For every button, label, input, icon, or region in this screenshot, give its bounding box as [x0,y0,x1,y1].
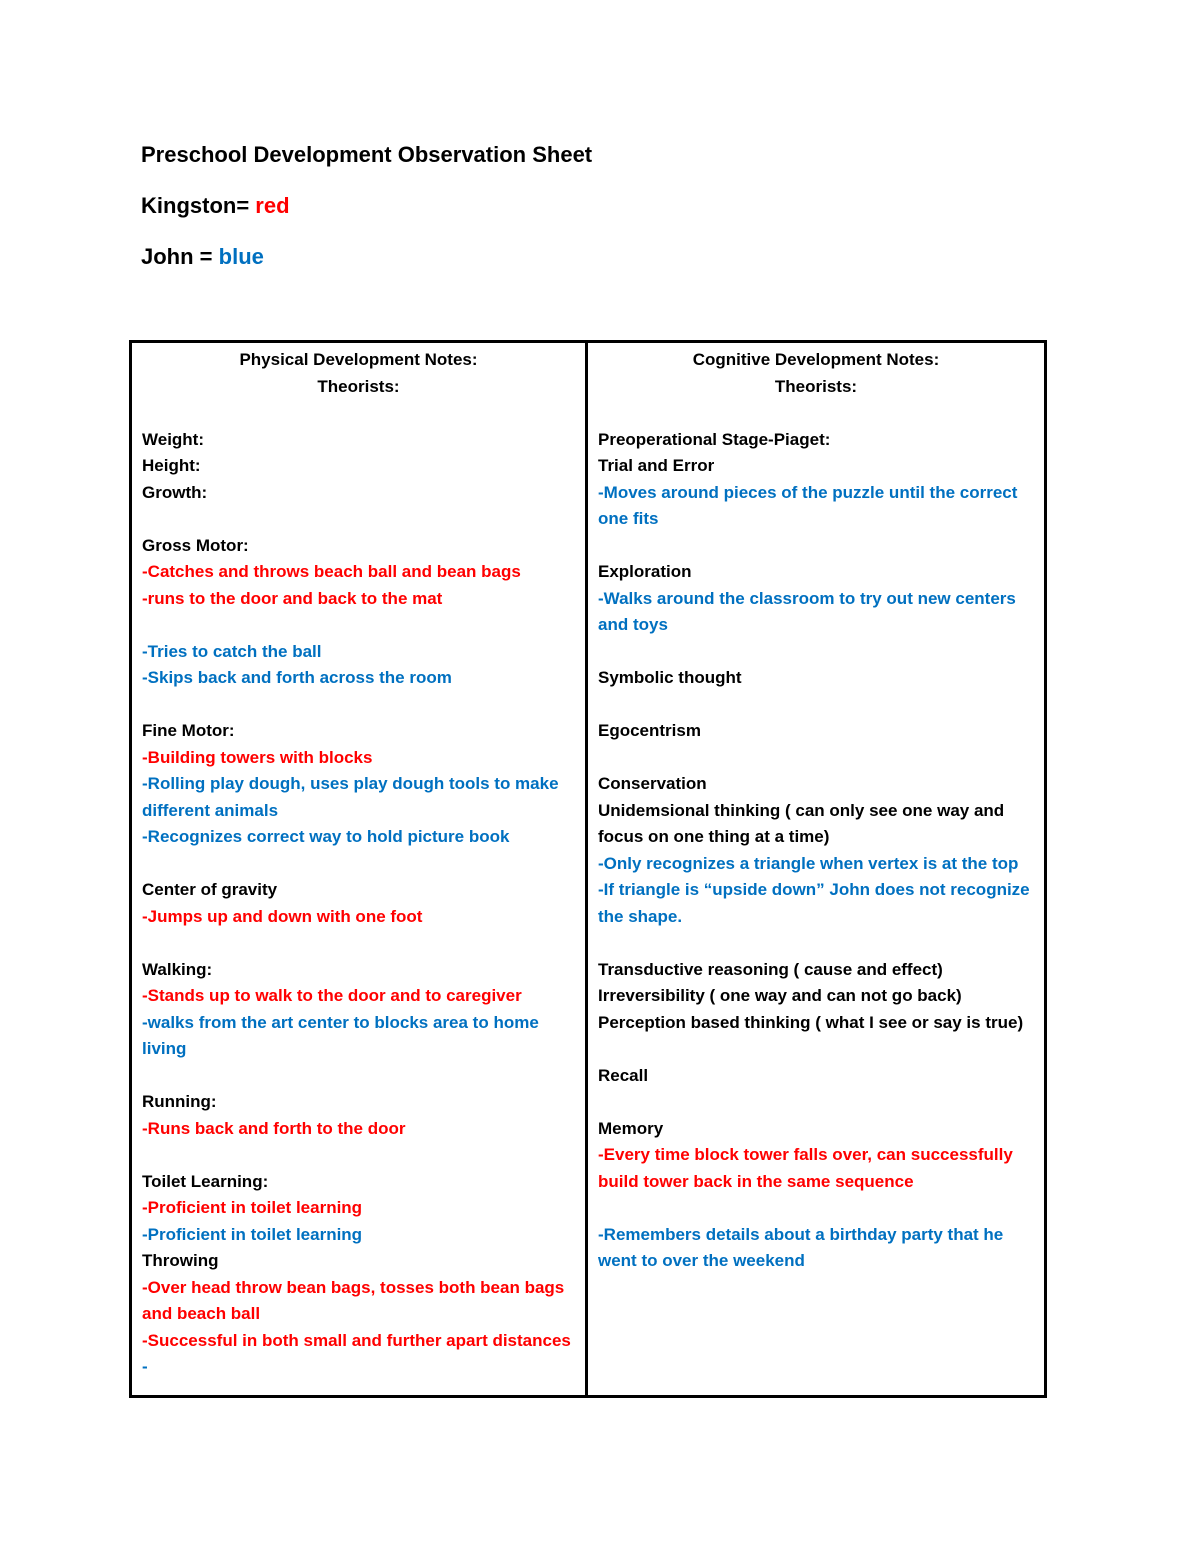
note-line: -Recognizes correct way to hold picture book [142,827,510,846]
note-line: Irreversibility ( one way and can not go back) [598,986,962,1005]
legend-kingston [141,193,592,219]
note-line: -Skips back and forth across the room [142,668,452,687]
note-line: -Catches and throws beach ball and bean bags [142,562,521,581]
note-line: Growth: [142,482,208,502]
spacer [142,1142,575,1169]
note-line: Trial and Error [598,456,715,475]
physical-development-column [132,343,588,1395]
note-line: Toilet Learning: [142,1171,269,1191]
spacer [598,639,1034,666]
spacer [598,1089,1034,1116]
note-line: -Over head throw bean bags, tosses both bean bags and beach ball [142,1277,569,1323]
note-line: -Stands up to walk to the door and to caregiver [142,986,522,1005]
spacer [142,400,575,427]
note-line: -runs to the door and back to the mat [142,588,443,608]
note-line: Symbolic thought [598,668,742,687]
note-line: - [142,1357,148,1376]
spacer [598,400,1034,427]
document-header [141,142,592,295]
note-line: Perception based thinking ( what I see or say is true) [598,1012,1024,1032]
spacer [142,1063,575,1090]
note-line: -Jumps up and down with one foot [142,906,423,926]
note-line: -If triangle is “upside down” John does not recognize the shape. [598,880,1035,926]
note-line: -Remembers details about a birthday party that he went to over the weekend [598,1224,1008,1270]
cognitive-notes [598,400,1034,1275]
note-line: Recall [598,1065,649,1085]
legend-john [141,244,592,270]
legend-kingston-color: red [255,193,290,218]
spacer [598,745,1034,772]
note-line: Memory [598,1118,664,1138]
legend-john-name: John = [141,244,213,269]
spacer [142,612,575,639]
cognitive-development-column [588,343,1044,1395]
note-line: -Walks around the classroom to try out new centers and toys [598,588,1021,634]
note-line: Conservation [598,774,707,793]
note-line: Height: [142,456,201,475]
note-line: Fine Motor: [142,721,235,740]
observation-table [129,340,1047,1398]
spacer [598,930,1034,957]
note-line: Running: [142,1092,217,1111]
spacer [598,1036,1034,1063]
physical-theorists: Theorists: [317,376,400,396]
spacer [142,692,575,719]
note-line: -Every time block tower falls over, can successfully build tower back in the same sequence [598,1145,1018,1191]
spacer [142,930,575,957]
note-line: -Moves around pieces of the puzzle until the correct one fits [598,482,1023,528]
note-line: Unidemsional thinking ( can only see one way and focus on one thing at a time) [598,800,1009,846]
spacer [598,1195,1034,1222]
note-line: -Successful in both small and further apart distances [142,1330,571,1350]
cognitive-theorists: Theorists: [774,376,858,396]
spacer [142,851,575,878]
note-line: -Only recognizes a triangle when vertex is at the top [598,853,1019,873]
note-line: Weight: [142,429,205,449]
note-line: -Runs back and forth to the door [142,1118,406,1138]
spacer [598,692,1034,719]
note-line: -Proficient in toilet learning [142,1198,363,1217]
note-line: -Rolling play dough, uses play dough tools to make different animals [142,774,564,820]
note-line: Exploration [598,562,692,581]
note-line: Gross Motor: [142,535,249,555]
legend-kingston-name: Kingston= [141,193,250,218]
note-line: Egocentrism [598,721,701,740]
physical-heading: Physical Development Notes: [239,350,478,369]
note-line: Walking: [142,959,213,979]
note-line: Center of gravity [142,880,278,899]
note-line: -Proficient in toilet learning [142,1224,363,1244]
legend-john-color: blue [218,244,264,269]
cognitive-heading: Cognitive Development Notes: [692,350,940,369]
note-line: Transductive reasoning ( cause and effect) [598,959,943,979]
note-line: -Tries to catch the ball [142,641,322,661]
spacer [598,533,1034,560]
page-title: Preschool Development Observation Sheet [141,142,593,167]
note-line: -walks from the art center to blocks area to home living [142,1012,544,1058]
physical-notes [142,400,575,1381]
spacer [142,506,575,533]
note-line: -Building towers with blocks [142,747,373,767]
note-line: Throwing [142,1251,219,1270]
note-line: Preoperational Stage-Piaget: [598,429,831,449]
